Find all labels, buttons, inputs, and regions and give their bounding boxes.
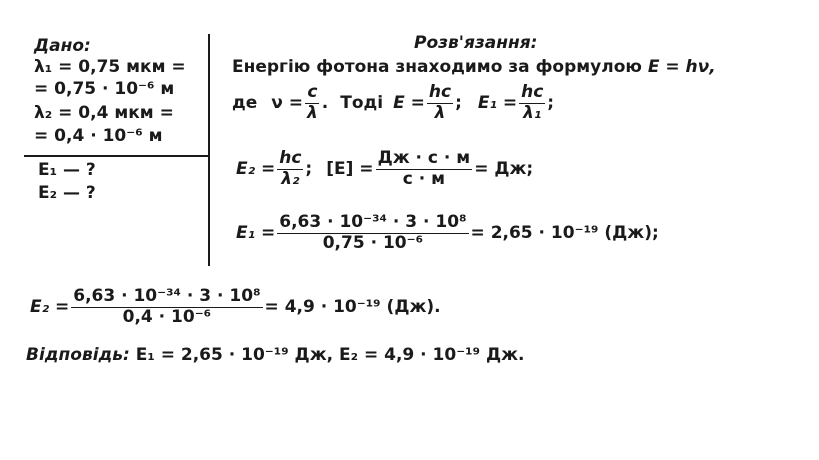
frac-units-den: с · м <box>402 168 446 189</box>
where-word: де <box>232 93 258 114</box>
solution-heading: Розв'язання: <box>414 33 538 53</box>
units-rhs: = Дж; <box>474 159 534 180</box>
frac-c-num: c <box>307 82 318 102</box>
units-lhs: [E] = <box>326 159 374 180</box>
frac-c-lambda <box>305 84 320 123</box>
frac-units-num: Дж · с · м <box>377 148 471 168</box>
frac-E1-numeric <box>277 214 468 253</box>
given-heading: Дано: <box>34 36 91 56</box>
frac-hc-num: hc <box>428 82 452 102</box>
given-lambda1: λ₁ = 0,75 мкм = <box>34 57 186 77</box>
E-eq: E = <box>393 93 425 114</box>
answer-label: Відповідь: <box>26 345 130 365</box>
find-E2: E₂ — ? <box>38 183 96 203</box>
formula-main: E = hν, <box>647 57 716 77</box>
frac-hc1-den: λ₁ <box>523 102 542 123</box>
frac-hc2-den: λ₂ <box>281 168 300 189</box>
E1-result: = 2,65 · 10⁻¹⁹ (Дж); <box>470 223 659 244</box>
frac-hc-lambda1 <box>519 84 545 123</box>
column-divider <box>208 34 210 266</box>
E2-result: = 4,9 · 10⁻¹⁹ (Дж). <box>264 297 441 318</box>
solution-line-E2 <box>30 288 441 327</box>
solution-line-E1 <box>236 214 659 253</box>
nu-eq: ν = <box>271 93 304 114</box>
frac-E2-numeric <box>71 288 262 327</box>
frac-hc1-num: hc <box>521 82 544 102</box>
frac-c-den: λ <box>307 102 318 123</box>
find-E1: E₁ — ? <box>38 160 96 180</box>
solution-intro <box>232 57 716 77</box>
answer-line <box>26 345 525 365</box>
given-lambda2-si: = 0,4 · 10⁻⁶ м <box>34 126 163 146</box>
E1-denominator: 0,75 · 10⁻⁶ <box>322 232 424 253</box>
solution-line-2: де ν = $\frac{c}{\lambda}$ . Тоді E = $\frac{hc}{\lambda}$ ; E₁ = $\frac{hc}{\text{λ₁}}$ ; <box>232 82 555 123</box>
E2-eq: E₂ = <box>236 159 276 180</box>
frac-hc-den: λ <box>434 102 446 123</box>
then-word: Тоді <box>340 93 384 114</box>
E1-calc-eq: E₁ = <box>236 223 276 244</box>
solution-line-3: E₂ = $\frac{hc}{\text{λ₂}}$ ; [E] = $\frac{Дж \cdot с \cdot м}{с \cdot м}$ = Дж; <box>236 148 534 189</box>
E2-denominator: 0,4 · 10⁻⁶ <box>122 306 212 327</box>
given-lambda1-si: = 0,75 · 10⁻⁶ м <box>34 79 175 99</box>
E1-numerator: 6,63 · 10⁻³⁴ · 3 · 10⁸ <box>279 212 467 232</box>
given-divider <box>24 155 210 157</box>
E2-calc-eq: E₂ = <box>30 297 70 318</box>
frac-units <box>376 150 473 189</box>
frac-hc-lambda2 <box>277 150 303 189</box>
answer-text: E₁ = 2,65 · 10⁻¹⁹ Дж, E₂ = 4,9 · 10⁻¹⁹ Дж. <box>135 345 525 365</box>
frac-hc-lambda <box>427 84 453 123</box>
E2-numerator: 6,63 · 10⁻³⁴ · 3 · 10⁸ <box>73 286 261 306</box>
given-lambda2: λ₂ = 0,4 мкм = <box>34 103 174 123</box>
frac-hc2-num: hc <box>279 148 302 168</box>
E1-eq: E₁ = <box>477 93 518 114</box>
solution-intro-text: Енергію фотона знаходимо за формулою <box>232 57 642 77</box>
